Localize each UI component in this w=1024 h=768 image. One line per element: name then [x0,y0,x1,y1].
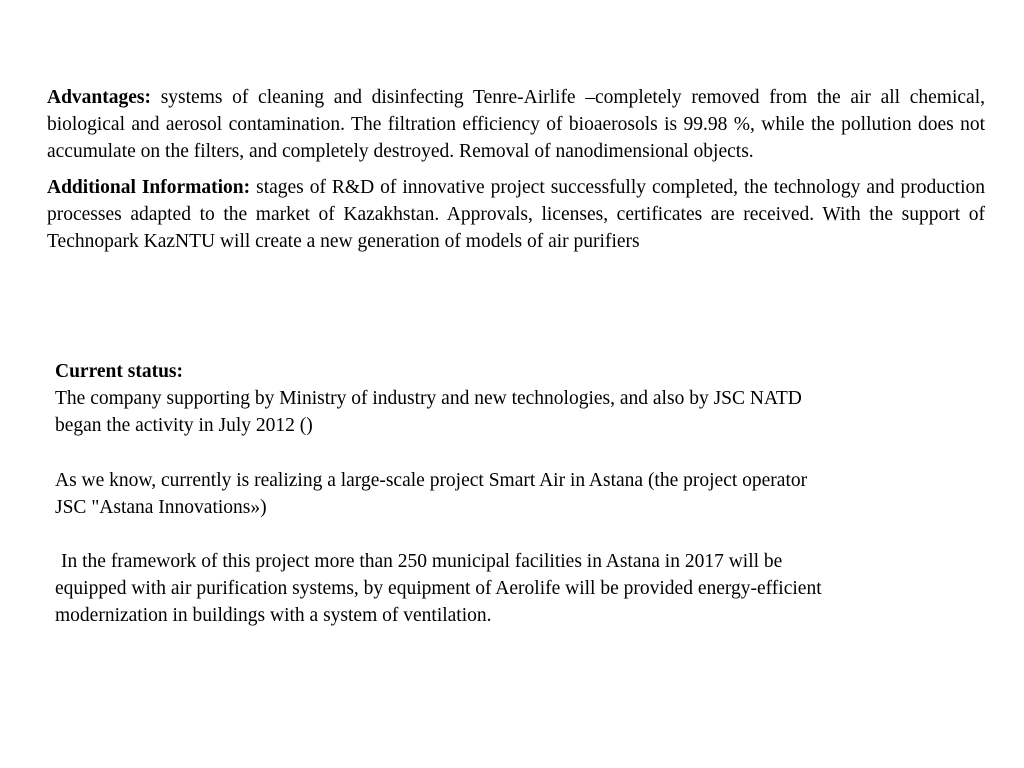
status-line-3: As we know, currently is realizing a large-scale project Smart Air in Astana (the project operator [55,469,808,491]
status-line-5: In the framework of this project more than 250 municipal facilities in Astana in 2017 will be [61,551,783,573]
additional-info-label: Additional Information: [47,176,251,198]
status-line-2: began the activity in July 2012 () [55,415,313,437]
additional-info-text: stages of R&D of innovative project successfully completed, the technology and production processes adapted to the market of Kazakhstan. Approvals, licenses, certificates are received. With the support of Technopark KazNTU will create a new generation of models of air purifiers [47,176,985,253]
advantages-paragraph [47,84,985,166]
status-line-7: modernization in buildings with a system of ventilation. [55,605,492,627]
current-status-block [55,358,975,630]
spacer [55,440,975,467]
status-line-6: equipped with air purification systems, by equipment of Aerolife will be provided energy-efficient [55,578,822,600]
spacer [55,521,975,548]
top-text-block [47,84,985,263]
current-status-heading: Current status: [55,361,184,382]
advantages-label: Advantages: [47,87,152,108]
additional-info-paragraph [47,174,985,256]
status-line-1: The company supporting by Ministry of industry and new technologies, and also by JSC NATD [55,388,802,410]
status-line-4: JSC "Astana Innovations») [55,496,267,518]
advantages-text: systems of cleaning and disinfecting Tenre-Airlife –completely removed from the air all chemical, biological and aerosol contamination. The filtration efficiency of bioaerosols is 99.98 %, while the pollution does not accumulate on the filters, and completely destroyed. Removal of nanodimensional objects. [47,87,985,163]
